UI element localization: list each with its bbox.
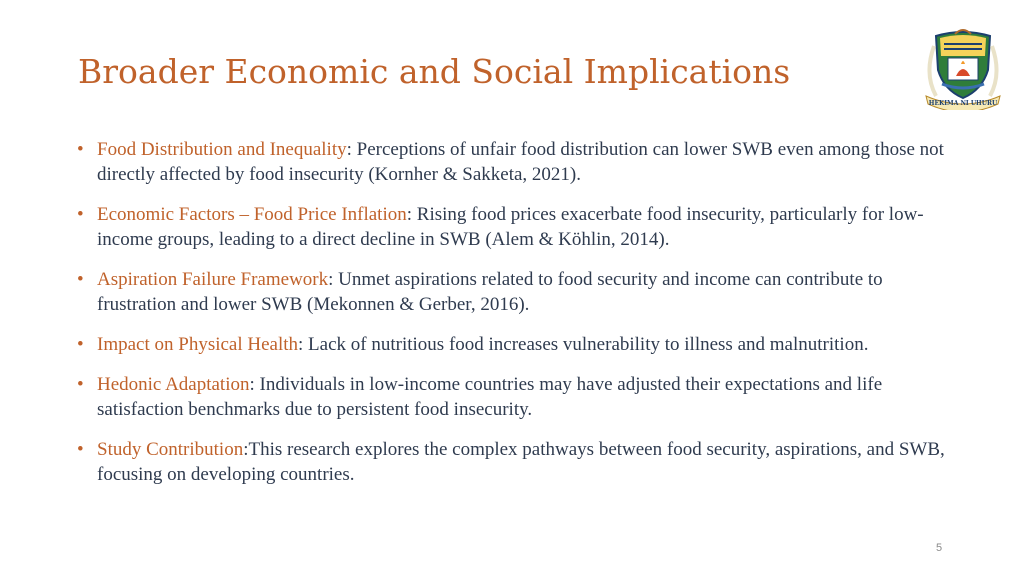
bullet-lead: Hedonic Adaptation: [97, 374, 250, 395]
bullet-marker: •: [77, 139, 84, 160]
bullet-text: :This research explores the complex pathways between food security, aspirations, and SWB, focusing on developing countries.: [97, 439, 945, 485]
bullet-item: [76, 267, 946, 317]
bullet-item: [76, 202, 946, 252]
bullet-lead: Aspiration Failure Framework: [97, 269, 329, 290]
bullet-lead: Food Distribution and Inequality: [97, 139, 347, 160]
bullet-item: [76, 437, 946, 487]
page-number: 5: [936, 542, 943, 554]
bullet-item: [76, 137, 946, 187]
bullet-text: : Unmet aspirations related to food security and income can contribute to frustration and lower SWB (Mekonnen & Gerber, 2016).: [97, 269, 883, 315]
university-crest-logo: [922, 26, 1004, 110]
bullet-text: : Lack of nutritious food increases vulnerability to illness and malnutrition.: [298, 334, 869, 355]
bullet-marker: •: [77, 439, 84, 460]
bullet-lead: Impact on Physical Health: [97, 334, 299, 355]
bullet-marker: •: [77, 334, 84, 355]
bullet-marker: •: [77, 374, 84, 395]
bullet-list: [76, 137, 946, 502]
bullet-item: [76, 332, 946, 357]
bullet-lead: Study Contribution: [97, 439, 244, 460]
bullet-text: : Rising food prices exacerbate food insecurity, particularly for low-income groups, leading to a direct decline in SWB (Alem & Köhlin, 2014).: [97, 204, 924, 250]
bullet-text: : Perceptions of unfair food distribution can lower SWB even among those not directly affected by food insecurity (Kornher & Sakketa, 2021).: [97, 139, 944, 185]
bullet-marker: •: [77, 269, 84, 290]
bullet-lead: Economic Factors – Food Price Inflation: [97, 204, 407, 225]
bullet-marker: •: [77, 204, 84, 225]
logo-motto: HEKIMA NI UHURU: [928, 100, 998, 107]
slide-title: Broader Economic and Social Implications: [78, 52, 791, 91]
bullet-text: : Individuals in low-income countries may have adjusted their expectations and life satisfaction benchmarks due to persistent food insecurity.: [97, 374, 883, 420]
bullet-item: [76, 372, 946, 422]
